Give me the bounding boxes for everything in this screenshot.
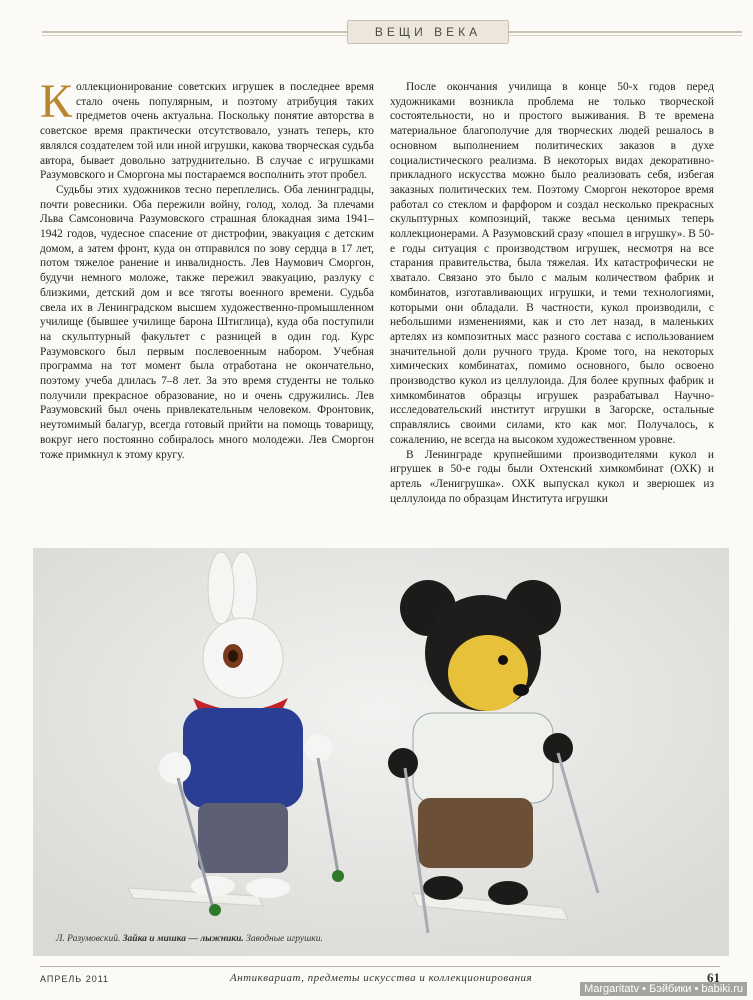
left-column bbox=[40, 75, 374, 462]
drop-cap: К bbox=[40, 75, 73, 128]
photo-caption bbox=[56, 934, 323, 944]
skiing-toys-illustration bbox=[33, 548, 729, 956]
paragraph: После окончания училища в конце 50-х годов перед художниками возникла проблема не только творческой состоятельности, но и простого выживания. В те времена материальное благополучие для творческих людей решалось в основном выполнением политических заказов в духе социалистического реализма. В некоторых видах декоративно-прикладного искусства можно было реализовать себя, избегая заказных политических тем. Поэтому Сморгон некоторое время работал со стеклом и фарфором и создал несколько прекрасных скульптурных композиций, также весьма ценимых теперь коллекционерами. А Разумовский сразу «пошел в игрушку». В 50-е годы ситуация с производством игрушек, несмотря на все старания правительства, была тяжелая. Их катастрофически не хватало. Связано это было с малым количеством фабрик и комбинатов, изготавливающих игрушки, и теми технологиями, которыми они обладали. В частности, кукол производили, с небольшими изменениями, как и сто лет назад, в маленьких артелях из композитных масс разного состава с использованием значительной доли ручного труда. Кроме того, на некоторых химических комбинатах, помимо основного, было освоено производство кукол из целлулоида. Для более крупных фабрик и химкомбинатов образцы игрушек разрабатывал Научно-исследовательский институт игрушки в Загорске, остальные справлялись своими силами, кто как мог. Получалось, к сожалению, не всегда на высоком художественном уровне. bbox=[390, 81, 714, 446]
site-watermark: Margaritatv • Бэйбики • babiki.ru bbox=[580, 982, 747, 996]
page-number: 61 bbox=[707, 970, 720, 985]
caption-author: Л. Разумовский. bbox=[56, 934, 121, 944]
magazine-title: Антиквариат, предметы искусства и коллекционирования bbox=[230, 972, 533, 984]
caption-title: Зайка и мишка — лыжники. bbox=[122, 934, 244, 944]
footer-rule bbox=[40, 966, 720, 967]
right-column bbox=[390, 80, 714, 506]
caption-note: Заводные игрушки. bbox=[246, 934, 323, 944]
intro-paragraph bbox=[40, 75, 374, 183]
section-title: ВЕЩИ ВЕКА bbox=[347, 20, 509, 44]
paragraph-text: оллекционирование советских игрушек в последнее время стало очень популярным, и поэтому атрибуция таких предметов очень актуальна. Поскольку понятие авторства в советское время практически отсутствовало, узнать теперь, кто являлся создателем той или иной игрушки, какова творческая судьба автора, бывает довольно затруднительно. В случае с игрушками Разумовского и Сморгона мы постараемся восполнить этот пробел. bbox=[40, 81, 374, 182]
paragraph: Судьбы этих художников тесно переплелись. Оба ленинградцы, почти ровесники. Оба пережили войну, голод, холод. За плечами Льва Самсоновича Разумовского страшная блокадная зима 1941–1942 годов, чудесное спасение от дистрофии, эвакуация с детским домом, а затем фронт, куда он отправился по зову сердца в 17 лет, потом тяжелое ранение и инвалидность. Лев Наумович Сморгон, будучи немного моложе, также пережил эвакуацию, разлуку с близкими, детский дом и все тяготы военного времени. Судьба свела их в Ленинградском высшем художественно-промышленном училище (бывшее училище барона Штиглица), куда оба поступили на скульптурный факультет с разницей в один год. Курс Разумовского был первым послевоенным набором. Учебная программа на тот момент была отработана не окончательно, поэтому учеба длилась 7–8 лет. За это время студенты не только получили прекрасное образование, но и очень сдружились. Лев Разумовский был очень привлекательным человеком. Фронтовик, неутомимый балагур, всегда готовый прийти на помощь товарищу, вокруг него постоянно собиралось много молодежи. Лев Сморгон тоже примкнул к этому кругу. bbox=[40, 183, 374, 461]
paragraph: В Ленинграде крупнейшими производителями кукол и игрушек в 50-е годы были Охтенский химкомбинат (ОХК) и артель «Ленигрушка». ОХК выпускал кукол и зверюшек из целлулоида по образцам Института игрушки bbox=[390, 448, 714, 505]
toy-photo bbox=[33, 548, 729, 956]
issue-date: АПРЕЛЬ 2011 bbox=[40, 974, 110, 984]
section-header bbox=[42, 20, 742, 44]
